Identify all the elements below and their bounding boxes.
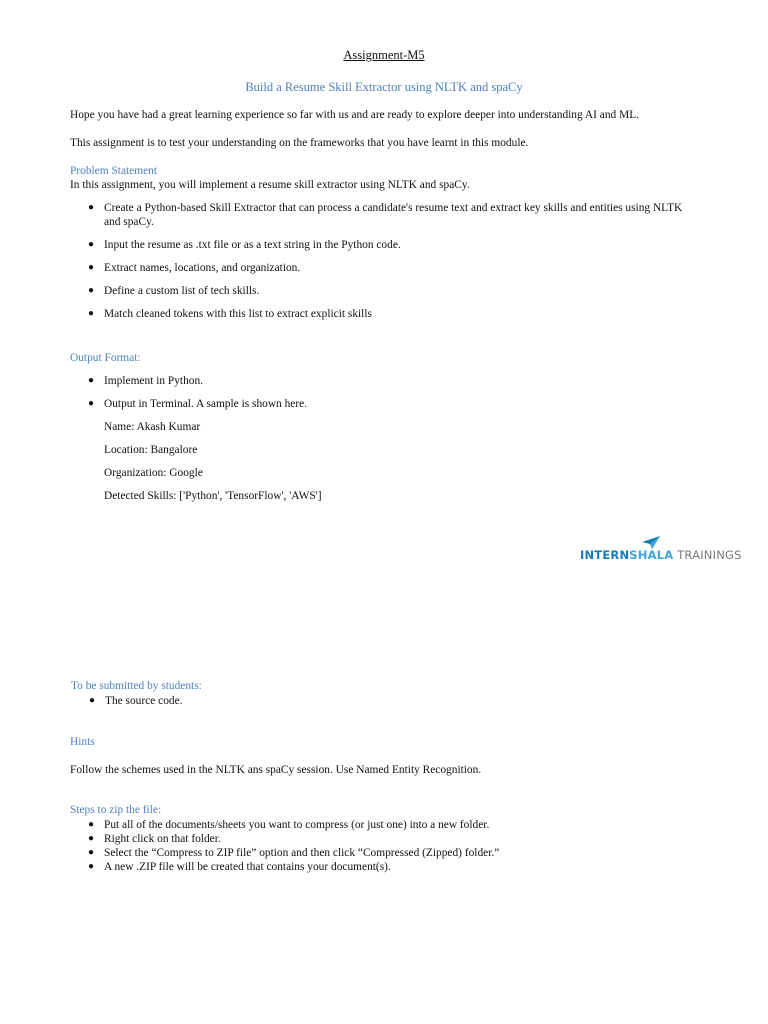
document-subtitle: Build a Resume Skill Extractor using NLTK and spaCy bbox=[245, 80, 523, 94]
sample-output-line: Name: Akash Kumar bbox=[104, 421, 201, 433]
list-item: ● Put all of the documents/sheets you want to compress (or just one) into a new folder. bbox=[88, 819, 490, 831]
list-item: ● Implement in Python. bbox=[88, 375, 204, 387]
bullet-icon: ● bbox=[88, 262, 95, 273]
sample-output-line: Organization: Google bbox=[104, 467, 203, 479]
bullet-icon: ● bbox=[88, 861, 95, 872]
bullet-icon: ● bbox=[88, 398, 95, 409]
logo-text-shala: SHALA bbox=[629, 548, 674, 562]
output-format-heading: Output Format: bbox=[70, 352, 141, 364]
bullet-icon: ● bbox=[88, 239, 95, 250]
zip-steps-heading: Steps to zip the file: bbox=[70, 804, 162, 816]
internshala-trainings-logo bbox=[580, 536, 742, 566]
bullet-icon: ● bbox=[88, 308, 95, 319]
hints-heading: Hints bbox=[70, 736, 95, 748]
list-item: ● Create a Python-based Skill Extractor that can process a candidate's resume text and extract key skills and entities using NLTK bbox=[88, 202, 683, 214]
list-item: ● Match cleaned tokens with this list to extract explicit skills bbox=[88, 308, 372, 320]
list-item: ● The source code. bbox=[89, 695, 183, 707]
bullet-icon: ● bbox=[88, 819, 95, 830]
list-item-continuation: and spaCy. bbox=[104, 216, 154, 228]
bullet-icon: ● bbox=[88, 285, 95, 296]
intro-paragraph-2: This assignment is to test your understanding on the frameworks that you have learnt in this module. bbox=[70, 137, 529, 149]
submission-heading: To be submitted by students: bbox=[71, 680, 202, 692]
logo-text-intern: INTERN bbox=[580, 548, 630, 562]
bullet-icon: ● bbox=[89, 695, 96, 706]
bullet-icon: ● bbox=[88, 847, 95, 858]
submission-bullet-list bbox=[89, 695, 183, 707]
intro-paragraph-1: Hope you have had a great learning experience so far with us and are ready to explore deeper into understanding AI and ML. bbox=[70, 109, 640, 121]
output-bullet-list bbox=[88, 375, 322, 513]
zip-steps-list bbox=[88, 819, 500, 875]
bullet-icon: ● bbox=[88, 375, 95, 386]
problem-statement-heading: Problem Statement bbox=[70, 165, 157, 177]
logo-text-trainings: TRAININGS bbox=[673, 548, 742, 562]
document-title: Assignment-M5 bbox=[343, 48, 425, 62]
list-item: ● Right click on that folder. bbox=[88, 833, 221, 845]
list-item: ● Input the resume as .txt file or as a text string in the Python code. bbox=[88, 239, 401, 251]
problem-bullet-list bbox=[88, 202, 683, 331]
list-item: ● Define a custom list of tech skills. bbox=[88, 285, 260, 297]
list-item: ● Select the “Compress to ZIP file” option and then click “Compressed (Zipped) folder.” bbox=[88, 847, 500, 859]
problem-statement-lead: In this assignment, you will implement a resume skill extractor using NLTK and spaCy. bbox=[70, 179, 470, 191]
list-item: ● Extract names, locations, and organization. bbox=[88, 262, 301, 274]
list-item: ● Output in Terminal. A sample is shown here. bbox=[88, 398, 308, 410]
sample-output-line: Detected Skills: ['Python', 'TensorFlow', 'AWS'] bbox=[104, 490, 322, 502]
bullet-icon: ● bbox=[88, 202, 95, 213]
bullet-icon: ● bbox=[88, 833, 95, 844]
hints-text: Follow the schemes used in the NLTK ans spaCy session. Use Named Entity Recognition. bbox=[70, 764, 482, 776]
list-item: ● A new .ZIP file will be created that contains your document(s). bbox=[88, 861, 391, 873]
sample-output-line: Location: Bangalore bbox=[104, 444, 198, 456]
